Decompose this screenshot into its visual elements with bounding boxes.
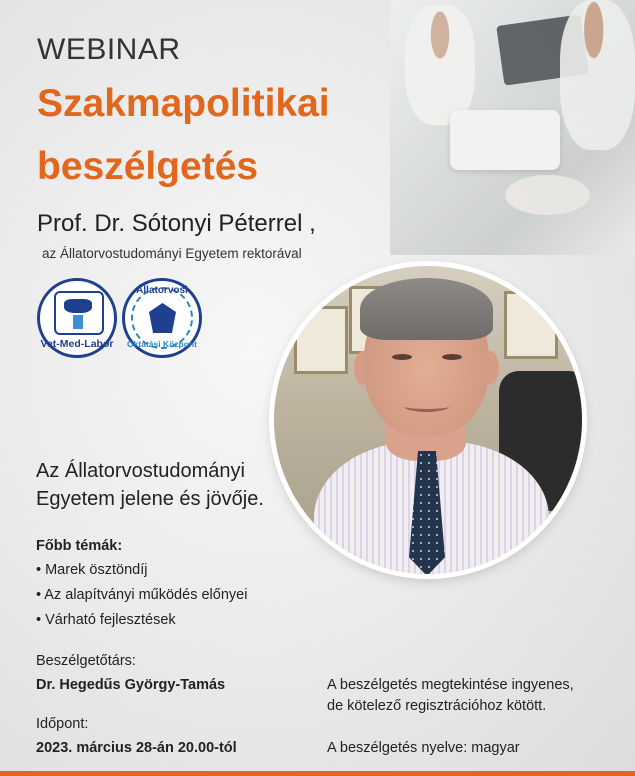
wall-frame — [504, 291, 558, 359]
guest-portrait-photo — [274, 266, 582, 574]
ultrasound-machine — [450, 110, 560, 170]
time-value: 2023. március 28-án 20.00-tól — [36, 740, 237, 756]
partner-label: Beszélgetőtárs: — [36, 653, 136, 669]
grey-hair — [360, 278, 493, 340]
smile — [404, 401, 449, 412]
logo2-text-top: Állatorvosi — [136, 285, 188, 296]
webinar-label: WEBINAR — [37, 33, 181, 66]
eye-right — [442, 354, 462, 360]
language-notice: A beszélgetés nyelve: magyar — [327, 740, 520, 756]
dog-patient — [505, 175, 590, 215]
title-line-2: beszélgetés — [37, 145, 259, 188]
topics-heading: Főbb témák: — [36, 538, 123, 554]
partner-name: Dr. Hegedűs György-Tamás — [36, 677, 226, 693]
vet-person-left — [405, 5, 475, 125]
topic-item: • Marek ösztöndíj — [36, 562, 148, 578]
veterinary-ultrasound-photo — [390, 0, 635, 255]
topic-item: • Az alapítványi működés előnyei — [36, 587, 248, 603]
time-label: Időpont: — [36, 716, 89, 732]
subtitle-line-1: Az Állatorvostudományi — [36, 460, 245, 482]
subtitle-line-2: Egyetem jelene és jövője. — [36, 488, 264, 510]
vet-person-right — [560, 0, 635, 150]
title-line-1: Szakmapolitikai — [37, 82, 330, 125]
free-notice-line-2: de kötelező regisztrációhoz kötött. — [327, 698, 547, 714]
wall-frame — [294, 306, 348, 374]
free-notice-line-1: A beszélgetés megtekintése ingyenes, — [327, 677, 574, 693]
guest-role: az Állatorvostudományi Egyetem rektorával — [42, 246, 302, 261]
logo1-text: Vet-Med-Labor — [40, 338, 114, 350]
eye-left — [392, 354, 412, 360]
allatorvosi-oktatasi-kozpont-logo — [122, 278, 202, 358]
vet-med-labor-logo — [37, 278, 117, 358]
topic-item: • Várható fejlesztések — [36, 612, 176, 628]
accent-bar — [0, 771, 635, 776]
animals-icon — [54, 291, 104, 335]
guest-name: Prof. Dr. Sótonyi Péterrel , — [37, 210, 316, 237]
logo2-text-bottom: Oktatási Központ — [127, 339, 197, 349]
